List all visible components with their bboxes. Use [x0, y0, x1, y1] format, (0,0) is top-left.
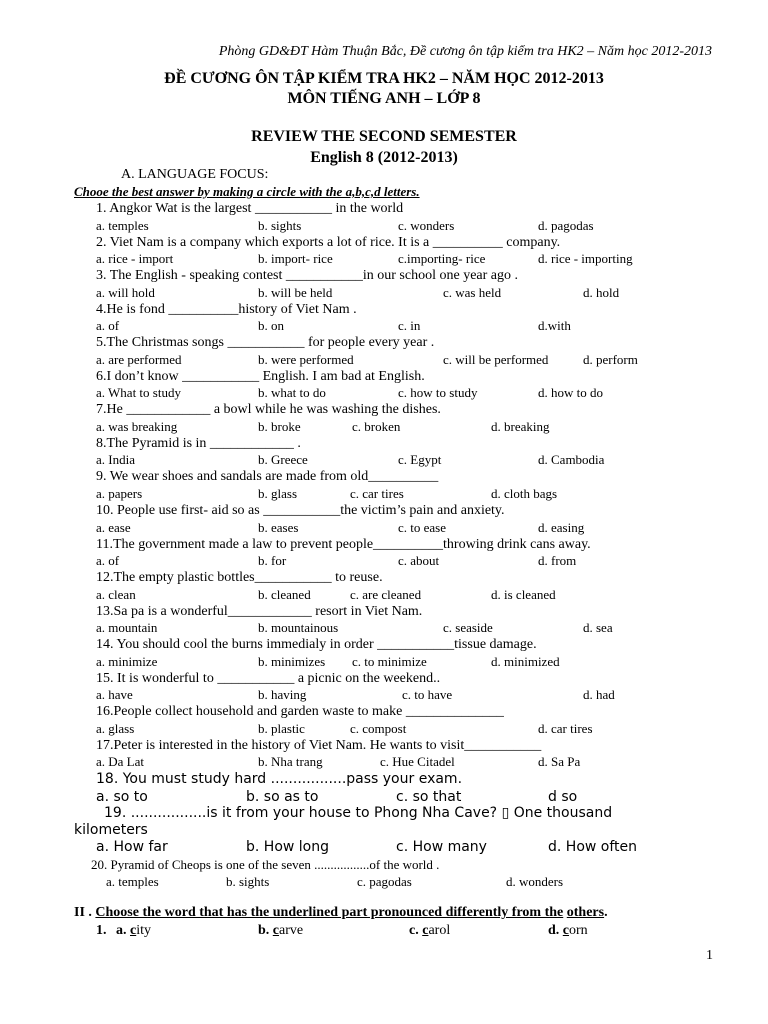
instruction: Chooe the best answer by making a circle with the a,b,c,d letters.	[74, 184, 420, 199]
pronunciation-option-a[interactable]: a. city	[116, 923, 151, 938]
question-6-option-c[interactable]: c. how to study	[398, 385, 478, 400]
question-4-option-a[interactable]: a. of	[96, 318, 120, 333]
question-9-option-b[interactable]: b. glass	[258, 486, 297, 501]
question-19-option-c[interactable]: c. How many	[396, 839, 487, 855]
question-13-option-d[interactable]: d. sea	[583, 620, 613, 635]
question-18-option-d[interactable]: d so	[548, 789, 578, 805]
question-1-option-c[interactable]: c. wonders	[398, 218, 455, 233]
question-5-option-d[interactable]: d. perform	[583, 352, 638, 367]
question-14-option-b[interactable]: b. minimizes	[258, 654, 326, 669]
section-2-number: II .	[74, 905, 92, 920]
question-9-option-d[interactable]: d. cloth bags	[491, 486, 558, 501]
question-19-option-b[interactable]: b. How long	[246, 839, 329, 855]
question-4: 4.He is fond __________history of Viet Nam .	[96, 302, 357, 317]
question-3-option-b[interactable]: b. will be held	[258, 285, 333, 300]
question-4-option-b[interactable]: b. on	[258, 318, 284, 333]
question-20-option-c[interactable]: c. pagodas	[357, 874, 412, 889]
question-1-option-d[interactable]: d. pagodas	[538, 218, 594, 233]
question-13-option-b[interactable]: b. mountainous	[258, 620, 339, 635]
question-17-option-a[interactable]: a. Da Lat	[96, 754, 145, 769]
question-9: 9. We wear shoes and sandals are made from old__________	[96, 469, 439, 484]
question-3-option-c[interactable]: c. was held	[443, 285, 502, 300]
question-10-option-a[interactable]: a. ease	[96, 520, 131, 535]
title-main: ĐỀ CƯƠNG ÔN TẬP KIỂM TRA HK2 – NĂM HỌC 2012-2013	[164, 70, 604, 87]
question-16-option-a[interactable]: a. glass	[96, 721, 135, 736]
question-5-option-b[interactable]: b. were performed	[258, 352, 354, 367]
question-19-option-d[interactable]: d. How often	[548, 839, 638, 855]
question-10-option-b[interactable]: b. eases	[258, 520, 299, 535]
pronunciation-option-b[interactable]: b. carve	[258, 923, 304, 938]
question-12: 12.The empty plastic bottles___________ to reuse.	[96, 570, 383, 585]
question-16-option-d[interactable]: d. car tires	[538, 721, 593, 736]
section-a-heading: A. LANGUAGE FOCUS:	[121, 167, 269, 182]
question-13-option-c[interactable]: c. seaside	[443, 620, 493, 635]
question-3-option-d[interactable]: d. hold	[583, 285, 620, 300]
question-14: 14. You should cool the burns immedialy in order ___________tissue damage.	[96, 637, 537, 652]
question-20-option-a[interactable]: a. temples	[106, 874, 159, 889]
question-14-option-c[interactable]: c. to minimize	[352, 654, 427, 669]
question-16: 16.People collect household and garden waste to make ______________	[96, 704, 504, 719]
question-13-option-a[interactable]: a. mountain	[96, 620, 158, 635]
section-2-heading	[74, 905, 608, 921]
title-subject: MÔN TIẾNG ANH – LỚP 8	[287, 90, 481, 107]
question-9-option-a[interactable]: a. papers	[96, 486, 143, 501]
question-8-option-d[interactable]: d. Cambodia	[538, 452, 605, 467]
question-2-option-d[interactable]: d. rice - importing	[538, 251, 633, 266]
question-7: 7.He ____________ a bowl while he was washing the dishes.	[96, 402, 441, 417]
question-4-option-d[interactable]: d.with	[538, 318, 571, 333]
question-11-option-c[interactable]: c. about	[398, 553, 440, 568]
question-6-option-a[interactable]: a. What to study	[96, 385, 181, 400]
pronunciation-option-d[interactable]: d. corn	[548, 923, 588, 938]
question-20: 20. Pyramid of Cheops is one of the seven .................of the world .	[91, 857, 440, 872]
pronunciation-question-1-number: 1.	[96, 923, 107, 938]
question-19-option-a[interactable]: a. How far	[96, 839, 168, 855]
question-2: 2. Viet Nam is a company which exports a lot of rice. It is a __________ company.	[96, 235, 561, 250]
title-review: REVIEW THE SECOND SEMESTER	[251, 128, 517, 145]
question-15-option-c[interactable]: c. to have	[402, 687, 453, 702]
question-7-option-b[interactable]: b. broke	[258, 419, 301, 434]
question-17-option-d[interactable]: d. Sa Pa	[538, 754, 581, 769]
question-10-option-c[interactable]: c. to ease	[398, 520, 447, 535]
section-2-period: .	[604, 905, 608, 920]
section-2-text-end: others	[566, 905, 605, 920]
question-18-option-c[interactable]: c. so that	[396, 789, 462, 805]
question-15-option-a[interactable]: a. have	[96, 687, 133, 702]
question-5-option-a[interactable]: a. are performed	[96, 352, 182, 367]
question-12-option-d[interactable]: d. is cleaned	[491, 587, 556, 602]
question-3-option-a[interactable]: a. will hold	[96, 285, 155, 300]
question-5: 5.The Christmas songs ___________ for people every year .	[96, 335, 435, 350]
question-18: 18. You must study hard .................pass your exam.	[96, 771, 463, 787]
question-15-option-d[interactable]: d. had	[583, 687, 615, 702]
question-17-option-c[interactable]: c. Hue Citadel	[380, 754, 455, 769]
question-14-option-a[interactable]: a. minimize	[96, 654, 158, 669]
question-18-option-b[interactable]: b. so as to	[246, 789, 319, 805]
question-20-option-d[interactable]: d. wonders	[506, 874, 564, 889]
question-18-option-a[interactable]: a. so to	[96, 789, 148, 805]
question-19-continued: kilometers	[74, 822, 148, 838]
question-12-option-a[interactable]: a. clean	[96, 587, 136, 602]
question-7-option-c[interactable]: c. broken	[352, 419, 401, 434]
question-8-option-a[interactable]: a. India	[96, 452, 135, 467]
pronunciation-option-c[interactable]: c. carol	[409, 923, 451, 938]
question-20-option-b[interactable]: b. sights	[226, 874, 270, 889]
question-14-option-d[interactable]: d. minimized	[491, 654, 560, 669]
question-7-option-d[interactable]: d. breaking	[491, 419, 550, 434]
question-11: 11.The government made a law to prevent people__________throwing drink cans away.	[96, 537, 591, 552]
question-5-option-c[interactable]: c. will be performed	[443, 352, 549, 367]
question-6: 6.I don’t know ___________ English. I am bad at English.	[96, 369, 425, 384]
question-2-option-c[interactable]: c.importing- rice	[398, 251, 486, 266]
question-4-option-c[interactable]: c. in	[398, 318, 421, 333]
question-10-option-d[interactable]: d. easing	[538, 520, 585, 535]
question-12-option-b[interactable]: b. cleaned	[258, 587, 311, 602]
question-17: 17.Peter is interested in the history of Viet Nam. He wants to visit___________	[96, 738, 542, 753]
question-3: 3. The English - speaking contest ___________in our school one year ago .	[96, 268, 518, 283]
question-13: 13.Sa pa is a wonderful____________ resort in Viet Nam.	[96, 604, 423, 619]
question-10: 10. People use first- aid so as ___________the victim’s pain and anxiety.	[96, 503, 505, 518]
question-15-option-b[interactable]: b. having	[258, 687, 307, 702]
question-15: 15. It is wonderful to ___________ a picnic on the weekend..	[96, 671, 441, 686]
question-6-option-b[interactable]: b. what to do	[258, 385, 326, 400]
question-1: 1. Angkor Wat is the largest ___________ in the world	[96, 201, 404, 216]
question-16-option-b[interactable]: b. plastic	[258, 721, 305, 736]
question-19: 19. .................is it from your house to Phong Nha Cave? ▯ One thousand	[104, 805, 613, 821]
question-11-option-d[interactable]: d. from	[538, 553, 577, 568]
question-2-option-a[interactable]: a. rice - import	[96, 251, 174, 266]
question-1-option-a[interactable]: a. temples	[96, 218, 149, 233]
question-11-option-a[interactable]: a. of	[96, 553, 120, 568]
title-course: English 8 (2012-2013)	[310, 149, 458, 166]
question-1-option-b[interactable]: b. sights	[258, 218, 302, 233]
question-6-option-d[interactable]: d. how to do	[538, 385, 603, 400]
question-12-option-c[interactable]: c. are cleaned	[350, 587, 422, 602]
question-8: 8.The Pyramid is in ____________ .	[96, 436, 301, 451]
page-number: 1	[706, 948, 713, 963]
question-7-option-a[interactable]: a. was breaking	[96, 419, 178, 434]
question-8-option-c[interactable]: c. Egypt	[398, 452, 442, 467]
question-16-option-c[interactable]: c. compost	[350, 721, 407, 736]
question-11-option-b[interactable]: b. for	[258, 553, 287, 568]
page-header: Phòng GD&ĐT Hàm Thuận Bắc, Đề cương ôn tập kiểm tra HK2 – Năm học 2012-2013	[218, 44, 712, 59]
question-9-option-c[interactable]: c. car tires	[350, 486, 404, 501]
question-8-option-b[interactable]: b. Greece	[258, 452, 308, 467]
section-2-text: Choose the word that has the underlined part pronounced differently from the	[95, 905, 564, 920]
question-2-option-b[interactable]: b. import- rice	[258, 251, 333, 266]
question-17-option-b[interactable]: b. Nha trang	[258, 754, 323, 769]
